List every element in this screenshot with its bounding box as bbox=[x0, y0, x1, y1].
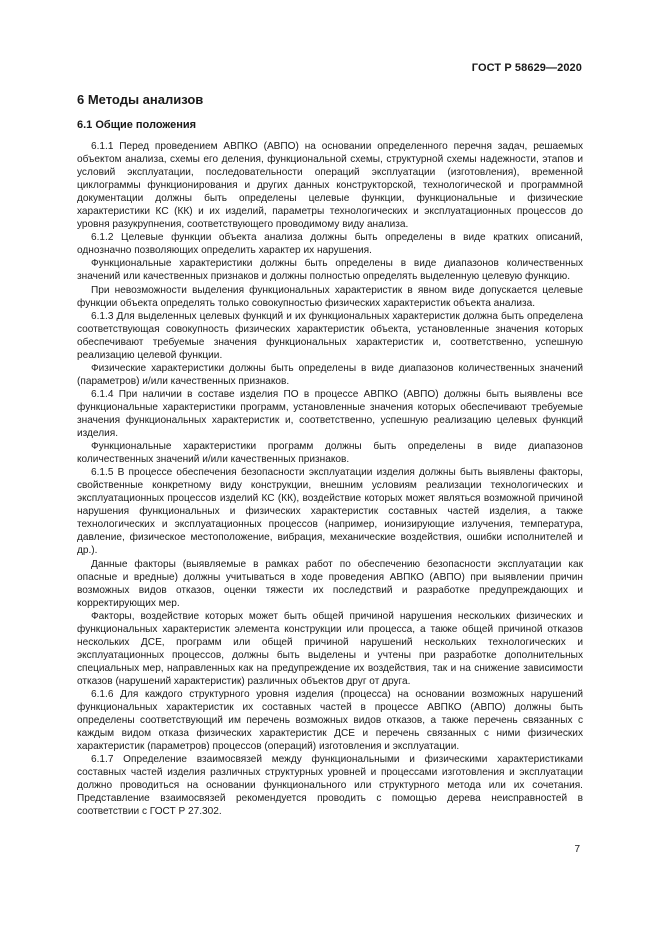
paragraph: 6.1.5 В процессе обеспечения безопасности эксплуатации изделия должны быть выявлены факторы, свойственные конкретному виду конструкции, внешним условиям реализации технологических и эксплуатационных процессов изделий КС (КК), воздействие которых может являться возможной причиной нарушения функциональных и физических характеристик составных частей изделия, а также технологических и эксплуатационных процессов (например, ионизирующие излучения, температура, давление, физическое местоположение, вибрация, механические воздействия, ошибки исполнителей и др.). bbox=[77, 467, 583, 557]
paragraph: Функциональные характеристики должны быть определены в виде диапазонов количественных значений или качественных признаков и должны полностью определять выделенную целевую функцию. bbox=[77, 258, 583, 283]
subsection-title: 6.1 Общие положения bbox=[77, 119, 197, 131]
paragraph: 6.1.6 Для каждого структурного уровня изделия (процесса) на основании возможных нарушений функциональных характеристик их составных частей в процессе АВПКО (АВПО) должны быть определены соответствующий им перечень возможных видов отказов, а также перечень связанных с каждым видом отказа физических характеристик ДСЕ и перечень связанных с ними физических характеристик (параметров) процессов (операций) изготовления и эксплуатации. bbox=[77, 688, 583, 753]
paragraph: 6.1.4 При наличии в составе изделия ПО в процессе АВПКО (АВПО) должны быть выявлены все функциональные характеристики программ, установленные значения которых обеспечивают требуемые значения функциональных характеристик и, соответственно, успешную реализацию целевых функций изделия. bbox=[77, 388, 583, 440]
paragraph: 6.1.3 Для выделенных целевых функций и их функциональных характеристик должна быть определена соответствующая совокупность физических характеристик объекта, установленные значения которых обеспечивают требуемые значения функциональных характеристик и, соответственно, успешную реализацию целевой функции. bbox=[77, 310, 583, 361]
paragraph: Физические характеристики должны быть определены в виде диапазонов количественных значений (параметров) и/или качественных признаков. bbox=[77, 362, 583, 387]
page-number: 7 bbox=[574, 844, 580, 855]
document-code: ГОСТ Р 58629—2020 bbox=[471, 62, 582, 74]
paragraph: Функциональные характеристики программ должны быть определены в виде диапазонов количественных значений и/или качественных признаков. bbox=[77, 441, 583, 466]
page-content bbox=[77, 92, 583, 818]
section-title: 6 Методы анализов bbox=[77, 92, 204, 107]
paragraph: 6.1.7 Определение взаимосвязей между функциональными и физическими характеристиками составных частей изделия различных структурных уровней и процессами изготовления и эксплуатации должно проводиться на основании функционального или структурного метода или их сочетания. Представление взаимосвязей рекомендуется проводить с помощью дерева неисправностей в соответствии с ГОСТ Р 27.302. bbox=[77, 754, 583, 818]
paragraph: Факторы, воздействие которых может быть общей причиной нарушения нескольких физических и функциональных характеристик элемента конструкции или процесса, а также общей причиной отказов нескольких ДСЕ, программ или общей причиной нарушений нескольких технологических и эксплуатационных процессов, должны быть выделены и учтены при разработке дополнительных специальных мер, направленных как на предупреждение их воздействия, так и на снижение зависимости отказов (нарушений характеристик) различных объектов друг от друга. bbox=[77, 610, 583, 687]
paragraph: 6.1.2 Целевые функции объекта анализа должны быть определены в виде кратких описаний, однозначно позволяющих определить характер их нарушения. bbox=[77, 232, 583, 257]
paragraph: При невозможности выделения функциональных характеристик в явном виде допускается целевые функции объекта определять только совокупностью физических характеристик объекта анализа. bbox=[77, 284, 583, 309]
paragraph: Данные факторы (выявляемые в рамках работ по обеспечению безопасности эксплуатации как опасные и вредные) должны учитываться в ходе проведения АВПКО (АВПО) при выявлении причин возможных видов отказов, оценки тяжести их последствий и разработке предупреждающих и корректирующих мер. bbox=[77, 558, 583, 609]
paragraph: 6.1.1 Перед проведением АВПКО (АВПО) на основании определенного перечня задач, решаемых объектом анализа, схемы его деления, функциональной схемы, структурной схемы надежности, этапов и условий эксплуатации, последовательности операций эксплуатации (изготовления), временной циклограммы функционирования и других данных конструкторской, технологической и программной документации должны быть определены целевые функции, функциональные и физические характеристики КС (КК) и их изделий, параметры технологических и эксплуатационных процессов до уровня разукрупнения, соответствующего проводимому виду анализа. bbox=[77, 141, 583, 231]
